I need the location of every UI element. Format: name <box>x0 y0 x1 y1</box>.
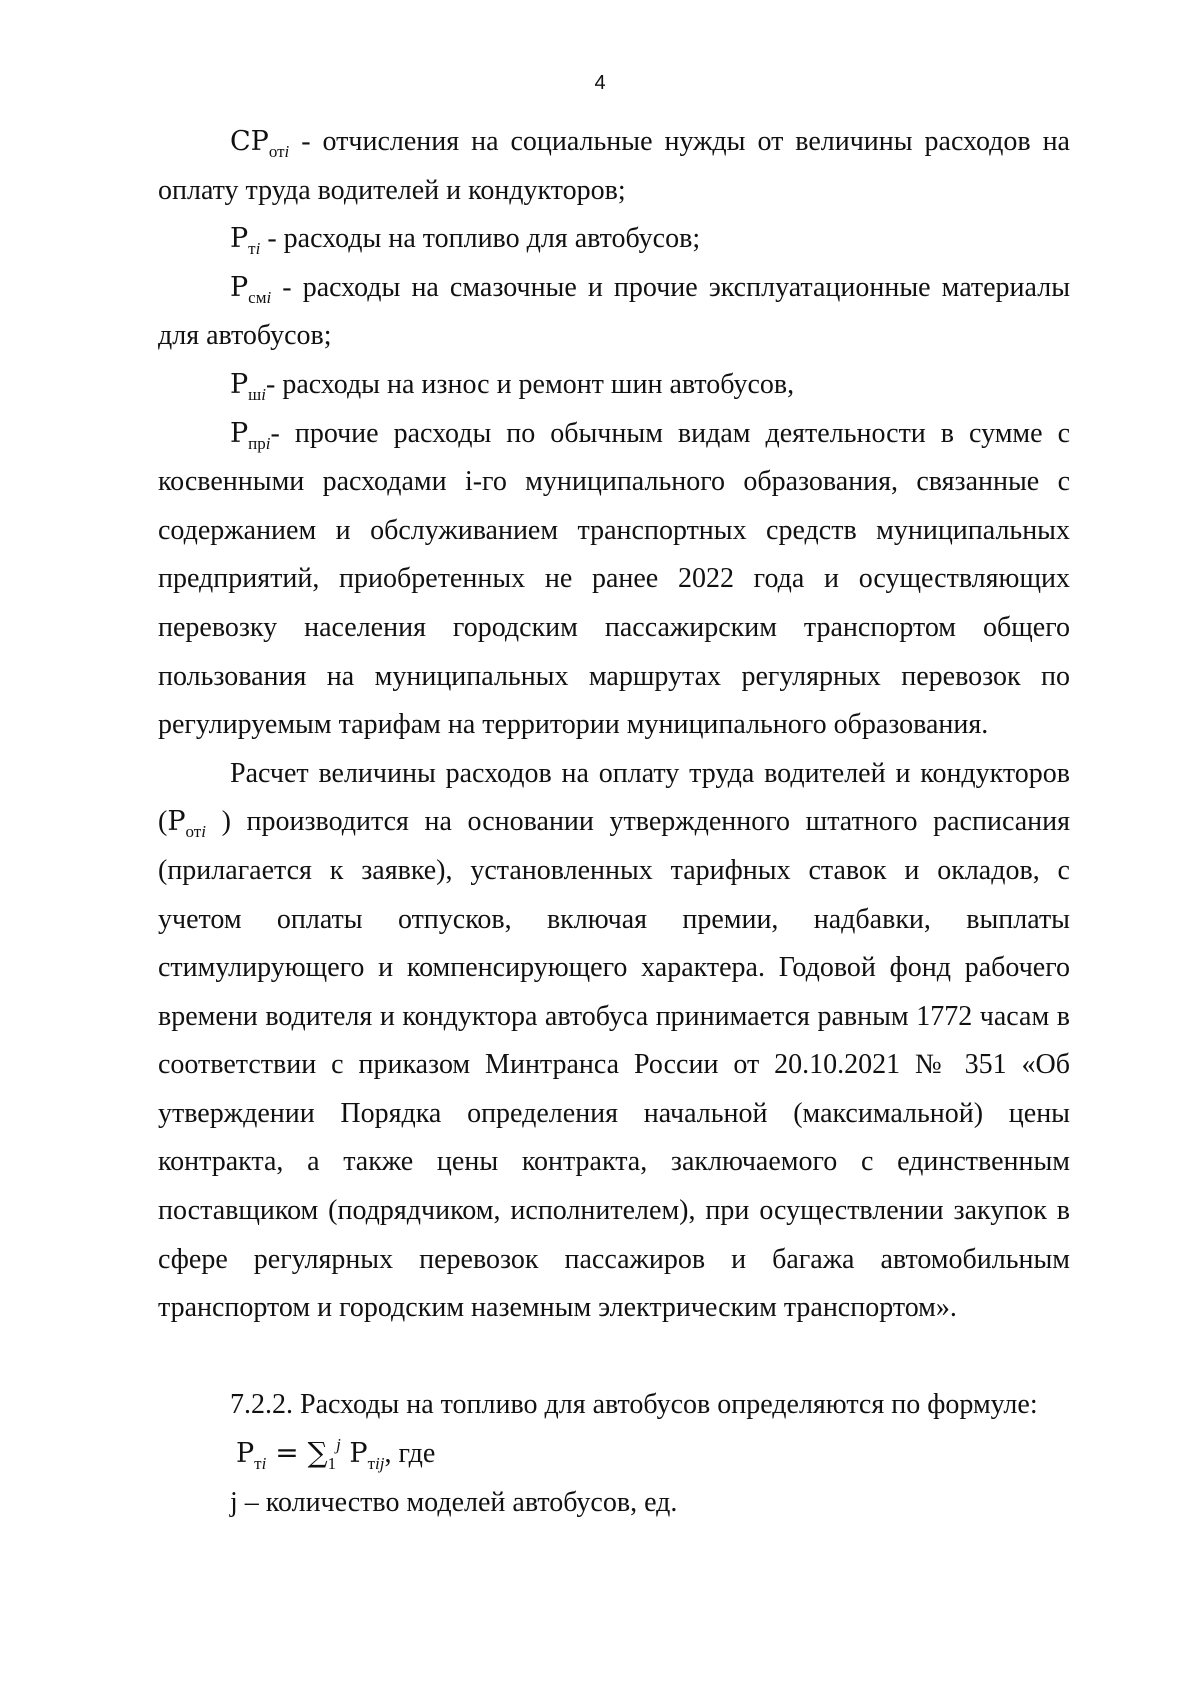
symbol-subscript: шi <box>248 384 266 404</box>
definition-text: - расходы на смазочные и прочие эксплуатационные материалы для автобусов; <box>158 271 1070 352</box>
symbol-r: Р <box>230 271 249 303</box>
calc-rest-text: ) производится на основании утвержденного штатного расписания (прилагается к заявке), установленных тарифных ставок и окладов, с учетом оплаты отпусков, включая премии, надбавки, выплаты стимулирующего и компенсирующего характера. Годовой фонд рабочего времени водителя и кондуктора автобуса принимается равным 1772 часам в соответствии с приказом Минтранса России от 20.10.2021 № 351 «Об утверждении Порядка определения начальной (максимальной) цены контракта, а также цены контракта, заключаемого с единственным поставщиком (подрядчиком, исполнителем), при осуществлении закупок в сфере регулярных перевозок пассажиров и багажа автомобильным транспортом и городским наземным электрическим транспортом». <box>158 806 1070 1324</box>
symbol-r: Р <box>230 417 249 449</box>
definition-sr-oti <box>158 118 1070 215</box>
symbol-subscript: смi <box>248 287 272 307</box>
definition-r-smi <box>158 264 1070 361</box>
definition-text: - расходы на износ и ремонт шин автобусов, <box>266 368 795 400</box>
summation-sign: ∑ <box>307 1436 328 1470</box>
definition-r-pri <box>158 410 1070 750</box>
page-number: 4 <box>594 72 606 94</box>
document-body <box>158 118 1070 1528</box>
symbol-r: Р <box>167 806 186 838</box>
j-definition: j – количество моделей автобусов, ед. <box>230 1487 678 1519</box>
fuel-cost-formula <box>158 1429 1070 1479</box>
symbol-subscript: прi <box>248 433 271 453</box>
section-heading-7-2-2: 7.2.2. Расходы на топливо для автобусов определяются по формуле: <box>230 1388 1038 1420</box>
formula-lhs-symbol: Р <box>236 1438 255 1470</box>
definition-text: - расходы на топливо для автобусов; <box>260 223 701 255</box>
definition-text: - прочие расходы по обычным видам деятельности в сумме с косвенными расходами i-го муниципального образования, связанные с содержанием и обслуживанием транспортных средств муниципальных предприятий, приобретенных не ранее 2022 года и осуществляющих перевозку населения городским пассажирским транспортом общего пользования на муниципальных маршрутах регулярных перевозок по регулируемым тарифам на территории муниципального образования. <box>158 417 1070 741</box>
formula-equals: = <box>266 1436 308 1470</box>
formula-tail: , где <box>384 1438 436 1470</box>
formula-rhs-subscript: тij <box>367 1454 385 1474</box>
definition-r-shi <box>158 361 1070 410</box>
section-spacer <box>158 1333 1070 1381</box>
symbol-r: Р <box>230 223 249 255</box>
calculation-paragraph <box>158 750 1070 1333</box>
calc-lead-text: Расчет величины расходов на оплату труда водителей и кондукторов ( <box>158 757 1070 838</box>
symbol-subscript: отi <box>268 142 290 161</box>
summation-upper-limit: j <box>336 1435 341 1455</box>
formula-rhs-symbol: Р <box>340 1438 368 1470</box>
definition-r-ti <box>158 215 1070 264</box>
symbol-r: Р <box>230 368 249 400</box>
symbol-subscript: отi <box>185 822 206 842</box>
symbol-subscript: тi <box>248 239 261 259</box>
symbol-sr: СР <box>230 126 269 157</box>
formula-lhs-subscript: тi <box>254 1454 267 1474</box>
definition-text: - отчисления на социальные нужды от величины расходов на оплату труда водителей и кондукторов; <box>158 126 1070 206</box>
summation-lower-limit: 1 <box>327 1454 337 1474</box>
